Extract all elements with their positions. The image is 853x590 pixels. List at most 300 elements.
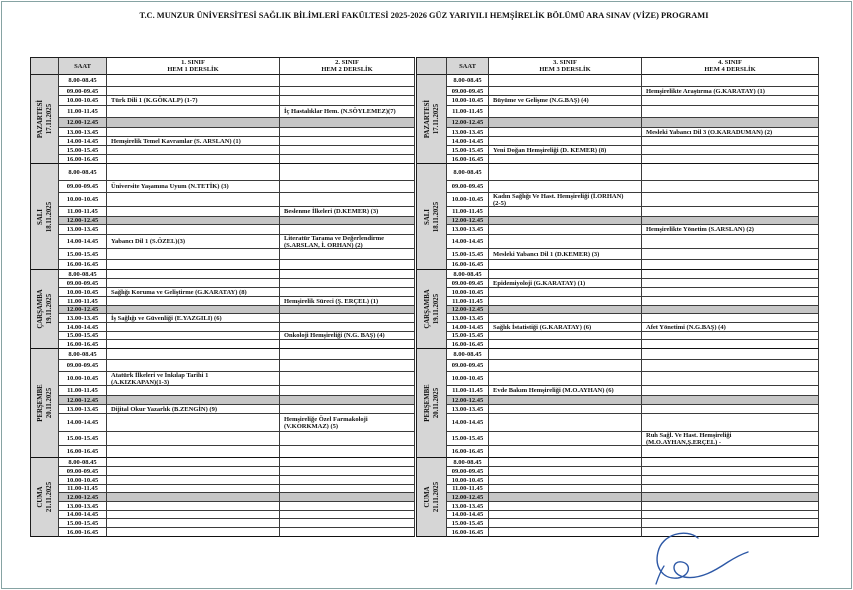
- exam-cell: [107, 528, 280, 537]
- exam-cell: [642, 181, 819, 193]
- exam-cell: [107, 260, 280, 270]
- time-slot: 12.00-12.45: [447, 306, 489, 314]
- class-header: [642, 58, 819, 75]
- exam-cell: [107, 297, 280, 306]
- day-cell: [417, 164, 447, 270]
- exam-text: Dijital Okur Yazarlık (B.ZENGİN) (9): [111, 405, 217, 413]
- exam-text: Hemşirelikte Yönetim (S.ARSLAN) (2): [646, 226, 754, 233]
- day-name: CUMA: [36, 486, 44, 508]
- time-slot: 14.00-14.45: [447, 323, 489, 332]
- exam-cell: [280, 458, 415, 467]
- day-cell: [417, 75, 447, 164]
- time-slot: 10.00-10.45: [447, 372, 489, 386]
- exam-cell: [107, 235, 280, 249]
- exam-cell: [642, 386, 819, 396]
- exam-cell: [642, 260, 819, 270]
- day-date: 20.11.2025: [432, 387, 440, 419]
- time-slot: 12.00-12.45: [447, 118, 489, 128]
- exam-cell: [107, 270, 280, 279]
- time-slot: 11.00-11.45: [447, 386, 489, 396]
- time-slot: 14.00-14.45: [59, 511, 107, 519]
- time-slot: 14.00-14.45: [447, 235, 489, 249]
- exam-cell: [107, 279, 280, 288]
- exam-text: Epidemiyoloji (G.KARATAY) (1): [493, 279, 586, 287]
- exam-cell: [642, 493, 819, 502]
- exam-cell: [642, 106, 819, 118]
- time-slot: 11.00-11.45: [447, 485, 489, 493]
- exam-cell: [280, 118, 415, 128]
- day-label: [423, 289, 441, 328]
- day-name: ÇARŞAMBA: [423, 289, 431, 329]
- exam-cell: [280, 528, 415, 537]
- exam-cell: [107, 493, 280, 502]
- exam-text: Sağlığı Koruma ve Geliştirme (G.KARATAY) (8): [111, 288, 247, 296]
- time-slot: 10.00-10.45: [447, 476, 489, 485]
- exam-cell: [489, 235, 642, 249]
- exam-cell: [107, 181, 280, 193]
- exam-cell: [107, 511, 280, 519]
- exam-cell: [642, 485, 819, 493]
- exam-text: Yabancı Dil 1 (S.ÖZEL)(3): [111, 238, 186, 245]
- exam-cell: [489, 511, 642, 519]
- exam-cell: [642, 118, 819, 128]
- time-slot: 15.00-15.45: [447, 332, 489, 340]
- exam-cell: [280, 164, 415, 181]
- exam-cell: [642, 128, 819, 137]
- class-header-room: HEM 4 DERSLİK: [704, 66, 756, 73]
- day-label: [423, 482, 441, 512]
- header-corner: [31, 58, 59, 75]
- exam-cell: [489, 96, 642, 106]
- exam-cell: [642, 217, 819, 225]
- time-slot: 11.00-11.45: [59, 485, 107, 493]
- exam-cell: [280, 128, 415, 137]
- exam-cell: [280, 137, 415, 146]
- exam-cell: [489, 106, 642, 118]
- exam-cell: [280, 87, 415, 96]
- exam-cell: [489, 332, 642, 340]
- time-slot: 10.00-10.45: [59, 96, 107, 106]
- time-slot: 13.00-13.45: [447, 502, 489, 511]
- exam-text: Atatürk İlkeleri ve İnkılap Tarihi 1 (A.KIZKAPAN)(1-3): [111, 371, 209, 386]
- day-date: 21.11.2025: [432, 481, 440, 513]
- exam-cell: [280, 446, 415, 458]
- day-label: [36, 201, 54, 231]
- exam-cell: [489, 340, 642, 349]
- signature-stroke: [657, 533, 748, 578]
- exam-cell: [280, 340, 415, 349]
- time-slot: 15.00-15.45: [447, 249, 489, 260]
- exam-cell: [107, 360, 280, 372]
- exam-cell: [280, 360, 415, 372]
- time-slot: 11.00-11.45: [447, 106, 489, 118]
- exam-cell: [489, 181, 642, 193]
- time-slot: 12.00-12.45: [59, 118, 107, 128]
- time-slot: 14.00-14.45: [59, 323, 107, 332]
- exam-cell: [280, 405, 415, 414]
- exam-cell: [280, 432, 415, 446]
- exam-cell: [280, 193, 415, 207]
- day-label: [36, 289, 54, 328]
- exam-cell: [489, 118, 642, 128]
- exam-cell: [489, 217, 642, 225]
- time-header: SAAT: [447, 58, 489, 75]
- day-name: PERŞEMBE: [423, 384, 431, 422]
- day-name: ÇARŞAMBA: [36, 289, 44, 329]
- exam-cell: [280, 396, 415, 405]
- exam-cell: [489, 349, 642, 360]
- exam-text: Hemşirelikte Araştırma (G.KARATAY) (1): [646, 87, 765, 95]
- exam-cell: [107, 249, 280, 260]
- exam-cell: [107, 414, 280, 432]
- exam-cell: [489, 75, 642, 87]
- exam-cell: [642, 323, 819, 332]
- exam-cell: [280, 207, 415, 217]
- exam-cell: [489, 137, 642, 146]
- exam-text: Afet Yönetimi (N.G.BAŞ) (4): [646, 323, 726, 331]
- exam-cell: [642, 164, 819, 181]
- exam-cell: [280, 467, 415, 476]
- time-slot: 12.00-12.45: [59, 306, 107, 314]
- time-slot: 13.00-13.45: [59, 405, 107, 414]
- exam-cell: [642, 87, 819, 96]
- exam-cell: [642, 155, 819, 164]
- exam-text: Hemşirelik Süreci (Ş. ERÇEL) (1): [284, 297, 379, 305]
- time-slot: 8.00-08.45: [59, 164, 107, 181]
- class-header-name: 3. SINIF: [553, 59, 577, 66]
- exam-text: Mesleki Yabancı Dil 3 (O.KARADUMAN) (2): [646, 128, 773, 136]
- class-header: [280, 58, 415, 75]
- time-slot: 12.00-12.45: [59, 217, 107, 225]
- time-slot: 12.00-12.45: [59, 493, 107, 502]
- time-slot: 11.00-11.45: [447, 297, 489, 306]
- exam-cell: [489, 485, 642, 493]
- time-slot: 12.00-12.45: [447, 396, 489, 405]
- time-slot: 13.00-13.45: [59, 225, 107, 235]
- day-label: [36, 384, 54, 421]
- exam-cell: [107, 207, 280, 217]
- time-slot: 11.00-11.45: [59, 386, 107, 396]
- time-slot: 16.00-16.45: [59, 340, 107, 349]
- day-label: [36, 100, 54, 138]
- exam-cell: [280, 288, 415, 297]
- time-slot: 11.00-11.45: [59, 207, 107, 217]
- exam-cell: [489, 323, 642, 332]
- exam-cell: [642, 446, 819, 458]
- exam-cell: [489, 288, 642, 297]
- class-header-name: 2. SINIF: [335, 59, 359, 66]
- time-slot: 16.00-16.45: [59, 260, 107, 270]
- time-slot: 15.00-15.45: [59, 432, 107, 446]
- header-corner: [417, 58, 447, 75]
- exam-cell: [489, 372, 642, 386]
- exam-cell: [489, 306, 642, 314]
- exam-cell: [107, 106, 280, 118]
- exam-cell: [280, 279, 415, 288]
- exam-cell: [642, 137, 819, 146]
- exam-cell: [642, 476, 819, 485]
- exam-cell: [489, 360, 642, 372]
- exam-text: Beslenme İlkeleri (D.KEMER) (3): [284, 208, 379, 215]
- time-slot: 09.00-09.45: [59, 87, 107, 96]
- exam-cell: [642, 235, 819, 249]
- exam-cell: [489, 87, 642, 96]
- exam-cell: [280, 96, 415, 106]
- time-slot: 09.00-09.45: [447, 181, 489, 193]
- day-date: 18.11.2025: [45, 201, 53, 232]
- day-name: PAZARTESİ: [36, 99, 44, 139]
- time-slot: 10.00-10.45: [59, 193, 107, 207]
- exam-cell: [642, 306, 819, 314]
- exam-cell: [280, 476, 415, 485]
- exam-cell: [489, 467, 642, 476]
- exam-text: Mesleki Yabancı Dil 1 (D.KEMER) (3): [493, 250, 600, 258]
- exam-cell: [280, 502, 415, 511]
- exam-cell: [642, 75, 819, 87]
- time-slot: 15.00-15.45: [59, 519, 107, 528]
- day-cell: [31, 75, 59, 164]
- time-slot: 11.00-11.45: [59, 106, 107, 118]
- exam-text: İş Sağlığı ve Güvenliği (E.YAZGILI) (6): [111, 314, 222, 322]
- exam-cell: [489, 314, 642, 323]
- exam-cell: [280, 511, 415, 519]
- exam-cell: [489, 128, 642, 137]
- exam-text: Üniversite Yaşamına Uyum (N.TETİK) (3): [111, 183, 229, 190]
- exam-cell: [642, 405, 819, 414]
- time-slot: 8.00-08.45: [447, 270, 489, 279]
- exam-cell: [107, 225, 280, 235]
- day-label: [423, 384, 441, 421]
- signature: [640, 522, 760, 586]
- day-name: SALI: [36, 208, 44, 225]
- exam-text: Yeni Doğan Hemşireliği (D. KEMER) (8): [493, 146, 607, 154]
- day-name: SALI: [423, 208, 431, 225]
- exam-cell: [489, 225, 642, 235]
- exam-cell: [489, 414, 642, 432]
- day-cell: [417, 349, 447, 458]
- time-slot: 14.00-14.45: [59, 235, 107, 249]
- exam-cell: [642, 207, 819, 217]
- time-slot: 09.00-09.45: [59, 360, 107, 372]
- exam-cell: [107, 467, 280, 476]
- time-slot: 15.00-15.45: [59, 332, 107, 340]
- exam-cell: [107, 396, 280, 405]
- exam-cell: [489, 458, 642, 467]
- exam-cell: [642, 467, 819, 476]
- time-slot: 13.00-13.45: [59, 314, 107, 323]
- exam-cell: [107, 485, 280, 493]
- exam-cell: [489, 155, 642, 164]
- exam-cell: [489, 396, 642, 405]
- exam-cell: [489, 493, 642, 502]
- schedule-table-classes-1-2: [30, 57, 415, 537]
- time-slot: 11.00-11.45: [447, 207, 489, 217]
- time-slot: 10.00-10.45: [59, 372, 107, 386]
- time-slot: 13.00-13.45: [447, 314, 489, 323]
- exam-cell: [489, 476, 642, 485]
- exam-cell: [280, 217, 415, 225]
- time-slot: 09.00-09.45: [447, 467, 489, 476]
- exam-cell: [489, 297, 642, 306]
- exam-cell: [642, 414, 819, 432]
- exam-cell: [489, 386, 642, 396]
- exam-cell: [107, 146, 280, 155]
- exam-cell: [107, 118, 280, 128]
- time-slot: 8.00-08.45: [447, 75, 489, 87]
- exam-cell: [642, 270, 819, 279]
- exam-cell: [642, 279, 819, 288]
- exam-cell: [642, 372, 819, 386]
- time-slot: 13.00-13.45: [447, 225, 489, 235]
- time-slot: 10.00-10.45: [447, 193, 489, 207]
- exam-cell: [489, 193, 642, 207]
- time-slot: 09.00-09.45: [447, 87, 489, 96]
- exam-cell: [280, 332, 415, 340]
- day-date: 17.11.2025: [432, 103, 440, 135]
- exam-cell: [489, 146, 642, 155]
- time-slot: 15.00-15.45: [447, 146, 489, 155]
- exam-text: Ruh Sağl. Ve Hast. Hemşireliği (M.O.AYHAN,Ş.ERÇEL) -: [646, 431, 732, 446]
- exam-cell: [489, 279, 642, 288]
- day-date: 18.11.2025: [432, 201, 440, 232]
- exam-cell: [280, 386, 415, 396]
- exam-cell: [107, 164, 280, 181]
- exam-cell: [489, 519, 642, 528]
- time-slot: 13.00-13.45: [59, 128, 107, 137]
- time-slot: 09.00-09.45: [447, 360, 489, 372]
- time-slot: 14.00-14.45: [59, 137, 107, 146]
- exam-cell: [107, 193, 280, 207]
- time-slot: 10.00-10.45: [447, 288, 489, 297]
- exam-cell: [107, 372, 280, 386]
- exam-cell: [642, 297, 819, 306]
- time-header: SAAT: [59, 58, 107, 75]
- exam-cell: [642, 396, 819, 405]
- time-slot: 16.00-16.45: [447, 446, 489, 458]
- exam-cell: [107, 306, 280, 314]
- exam-cell: [107, 96, 280, 106]
- exam-cell: [280, 155, 415, 164]
- day-cell: [31, 164, 59, 270]
- exam-cell: [107, 458, 280, 467]
- day-cell: [417, 458, 447, 537]
- time-slot: 8.00-08.45: [59, 75, 107, 87]
- exam-text: Hemşireliğe Özel Farmakoloji (V.KORKMAZ) (5): [284, 415, 368, 430]
- exam-cell: [280, 225, 415, 235]
- day-name: PERŞEMBE: [36, 384, 44, 422]
- exam-cell: [280, 306, 415, 314]
- time-slot: 14.00-14.45: [447, 511, 489, 519]
- day-date: 19.11.2025: [45, 293, 53, 325]
- exam-cell: [107, 137, 280, 146]
- exam-cell: [280, 249, 415, 260]
- exam-cell: [280, 372, 415, 386]
- exam-cell: [280, 323, 415, 332]
- class-header-room: HEM 2 DERSLİK: [321, 66, 373, 73]
- exam-cell: [107, 340, 280, 349]
- time-slot: 8.00-08.45: [447, 164, 489, 181]
- exam-cell: [489, 164, 642, 181]
- time-slot: 12.00-12.45: [447, 217, 489, 225]
- time-slot: 10.00-10.45: [59, 288, 107, 297]
- exam-cell: [489, 270, 642, 279]
- time-slot: 09.00-09.45: [447, 279, 489, 288]
- day-date: 21.11.2025: [45, 481, 53, 513]
- class-header: [107, 58, 280, 75]
- exam-cell: [280, 270, 415, 279]
- time-slot: 15.00-15.45: [59, 249, 107, 260]
- exam-cell: [489, 528, 642, 537]
- exam-cell: [280, 260, 415, 270]
- exam-cell: [642, 432, 819, 446]
- time-slot: 14.00-14.45: [59, 414, 107, 432]
- exam-cell: [280, 314, 415, 323]
- time-slot: 14.00-14.45: [447, 414, 489, 432]
- time-slot: 15.00-15.45: [59, 146, 107, 155]
- exam-cell: [107, 476, 280, 485]
- exam-cell: [280, 519, 415, 528]
- time-slot: 8.00-08.45: [59, 270, 107, 279]
- exam-cell: [107, 323, 280, 332]
- day-cell: [417, 270, 447, 349]
- exam-cell: [280, 493, 415, 502]
- exam-cell: [642, 332, 819, 340]
- exam-cell: [489, 446, 642, 458]
- exam-cell: [642, 146, 819, 155]
- exam-cell: [280, 349, 415, 360]
- exam-cell: [489, 207, 642, 217]
- exam-cell: [489, 249, 642, 260]
- exam-cell: [107, 502, 280, 511]
- exam-cell: [280, 235, 415, 249]
- exam-cell: [107, 128, 280, 137]
- time-slot: 11.00-11.45: [59, 297, 107, 306]
- exam-text: Türk Dili 1 (K.GÖKALP) (1-7): [111, 97, 198, 104]
- exam-text: Hemşirelik Temel Kavramlar (S. ARSLAN) (1): [111, 137, 241, 145]
- time-slot: 09.00-09.45: [59, 467, 107, 476]
- day-label: [423, 201, 441, 231]
- exam-cell: [642, 314, 819, 323]
- time-slot: 09.00-09.45: [59, 279, 107, 288]
- time-slot: 16.00-16.45: [59, 155, 107, 164]
- exam-cell: [107, 432, 280, 446]
- exam-cell: [642, 225, 819, 235]
- day-label: [423, 100, 441, 138]
- day-cell: [31, 349, 59, 458]
- day-date: 20.11.2025: [45, 387, 53, 419]
- exam-cell: [280, 181, 415, 193]
- class-header-name: 4. SINIF: [718, 59, 742, 66]
- page-title: T.C. MUNZUR ÜNİVERSİTESİ SAĞLIK BİLİMLERİ FAKÜLTESİ 2025-2026 GÜZ YARIYILI HEMŞİRELİK BÖLÜMÜ ARA SINAV (VİZE) PROGRAMI: [139, 11, 709, 20]
- time-slot: 12.00-12.45: [59, 396, 107, 405]
- time-slot: 10.00-10.45: [59, 476, 107, 485]
- exam-cell: [107, 314, 280, 323]
- exam-cell: [642, 288, 819, 297]
- exam-cell: [642, 511, 819, 519]
- exam-cell: [280, 146, 415, 155]
- time-slot: 16.00-16.45: [447, 155, 489, 164]
- time-slot: 10.00-10.45: [447, 96, 489, 106]
- time-slot: 13.00-13.45: [447, 128, 489, 137]
- exam-cell: [107, 288, 280, 297]
- exam-cell: [280, 414, 415, 432]
- time-slot: 15.00-15.45: [447, 519, 489, 528]
- exam-text: Literatür Tarama ve Değerlendirme (S.ARSLAN, İ. ORHAN) (2): [284, 234, 385, 249]
- day-cell: [31, 270, 59, 349]
- time-slot: 8.00-08.45: [447, 458, 489, 467]
- exam-cell: [489, 502, 642, 511]
- day-name: CUMA: [423, 486, 431, 508]
